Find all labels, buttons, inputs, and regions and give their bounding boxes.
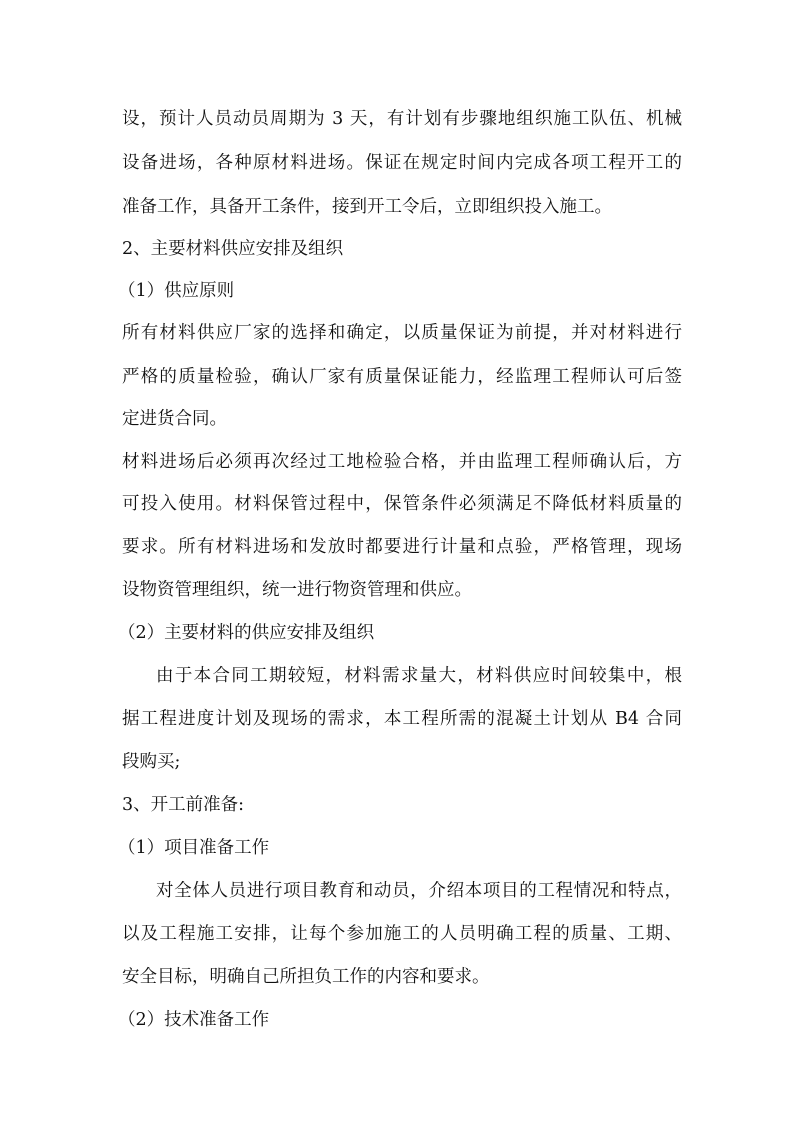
section-heading: 3、开工前准备:	[122, 795, 245, 815]
paragraph-line: 要求。所有材料进场和发放时都要进行计量和点验，严格管理，现场	[122, 537, 682, 557]
subsection-heading: （2）技术准备工作	[118, 1010, 270, 1030]
paragraph-line: 可投入使用。材料保管过程中，保管条件必须满足不降低材料质量的	[122, 494, 682, 514]
paragraph-line: 以及工程施工安排，让每个参加施工的人员明确工程的质量、工期、	[122, 924, 682, 944]
paragraph-line: 由于本合同工期较短，材料需求量大，材料供应时间较集中，根	[156, 666, 682, 686]
paragraph-line: 据工程进度计划及现场的需求，本工程所需的混凝土计划从 B4 合同	[122, 709, 682, 729]
paragraph-line: 段购买;	[122, 752, 181, 772]
paragraph-line: 定进货合同。	[122, 409, 227, 429]
paragraph-line: 对全体人员进行项目教育和动员，介绍本项目的工程情况和特点，	[156, 881, 682, 901]
paragraph-line: 严格的质量检验，确认厂家有质量保证能力，经监理工程师认可后签	[122, 367, 682, 387]
subsection-heading: （1）供应原则	[118, 281, 235, 301]
section-heading: 2、主要材料供应安排及组织	[122, 239, 344, 259]
subsection-heading: （2）主要材料的供应安排及组织	[118, 623, 375, 643]
paragraph-line: 准备工作，具备开工条件，接到开工令后，立即组织投入施工。	[122, 197, 612, 217]
paragraph-line: 设，预计人员动员周期为 3 天，有计划有步骤地组织施工队伍、机械	[122, 109, 682, 129]
subsection-heading: （1）项目准备工作	[118, 838, 270, 858]
paragraph-line: 材料进场后必须再次经过工地检验合格，并由监理工程师确认后，方	[122, 452, 682, 472]
paragraph-line: 安全目标，明确自己所担负工作的内容和要求。	[122, 967, 490, 987]
paragraph-line: 所有材料供应厂家的选择和确定，以质量保证为前提，并对材料进行	[122, 323, 682, 343]
paragraph-line: 设备进场，各种原材料进场。保证在规定时间内完成各项工程开工的	[122, 153, 682, 173]
paragraph-line: 设物资管理组织，统一进行物资管理和供应。	[122, 580, 472, 600]
